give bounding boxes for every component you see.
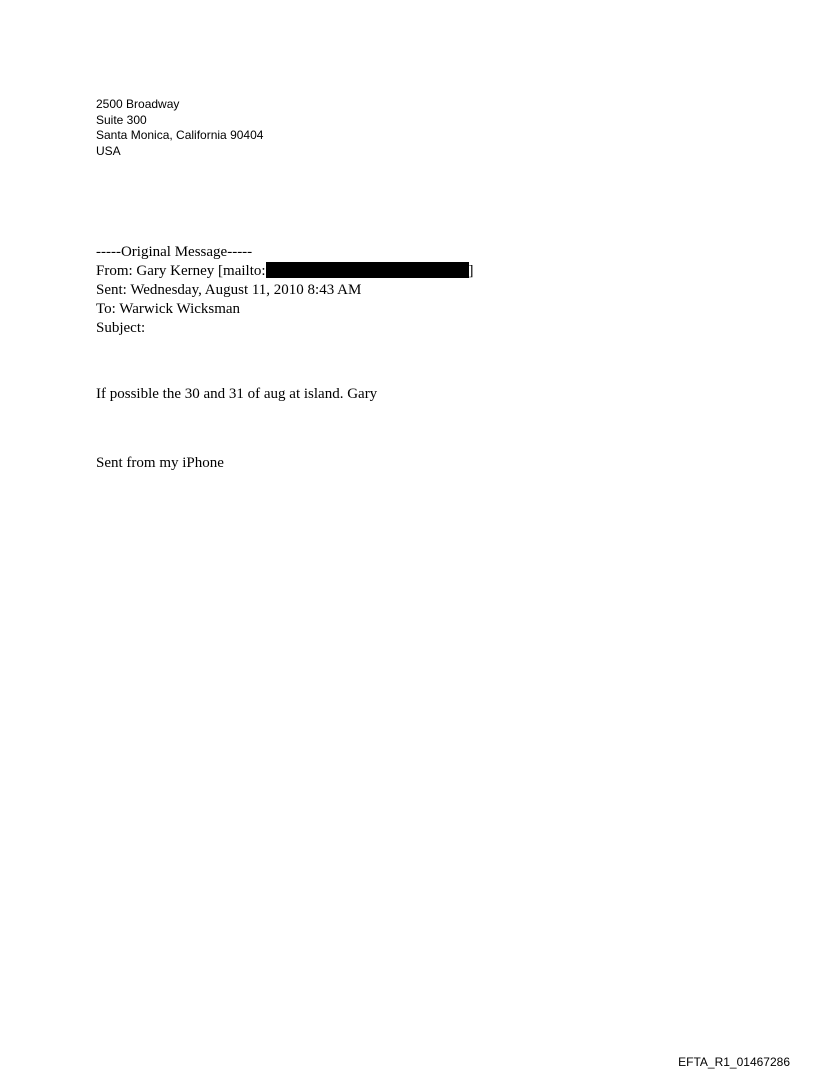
sender-address-block xyxy=(96,97,263,159)
bates-number: EFTA_R1_01467286 xyxy=(678,1055,790,1069)
address-line: 2500 Broadway xyxy=(96,97,180,111)
address-line: USA xyxy=(96,143,121,158)
email-signature: Sent from my iPhone xyxy=(96,455,224,471)
message-body: If possible the 30 and 31 of aug at island. Gary xyxy=(96,386,378,402)
redaction-box xyxy=(266,262,469,278)
from-label: From: Gary Kerney [mailto: xyxy=(96,263,266,279)
address-line: Suite 300 xyxy=(96,112,147,127)
original-message-header xyxy=(96,243,474,338)
from-close-bracket: ] xyxy=(468,263,474,279)
sent-line: Sent: Wednesday, August 11, 2010 8:43 AM xyxy=(96,282,362,298)
from-line xyxy=(96,262,474,281)
subject-line: Subject: xyxy=(96,320,146,336)
to-line: To: Warwick Wicksman xyxy=(96,301,241,317)
original-message-divider: -----Original Message----- xyxy=(96,244,253,260)
address-line: Santa Monica, California 90404 xyxy=(96,128,264,142)
